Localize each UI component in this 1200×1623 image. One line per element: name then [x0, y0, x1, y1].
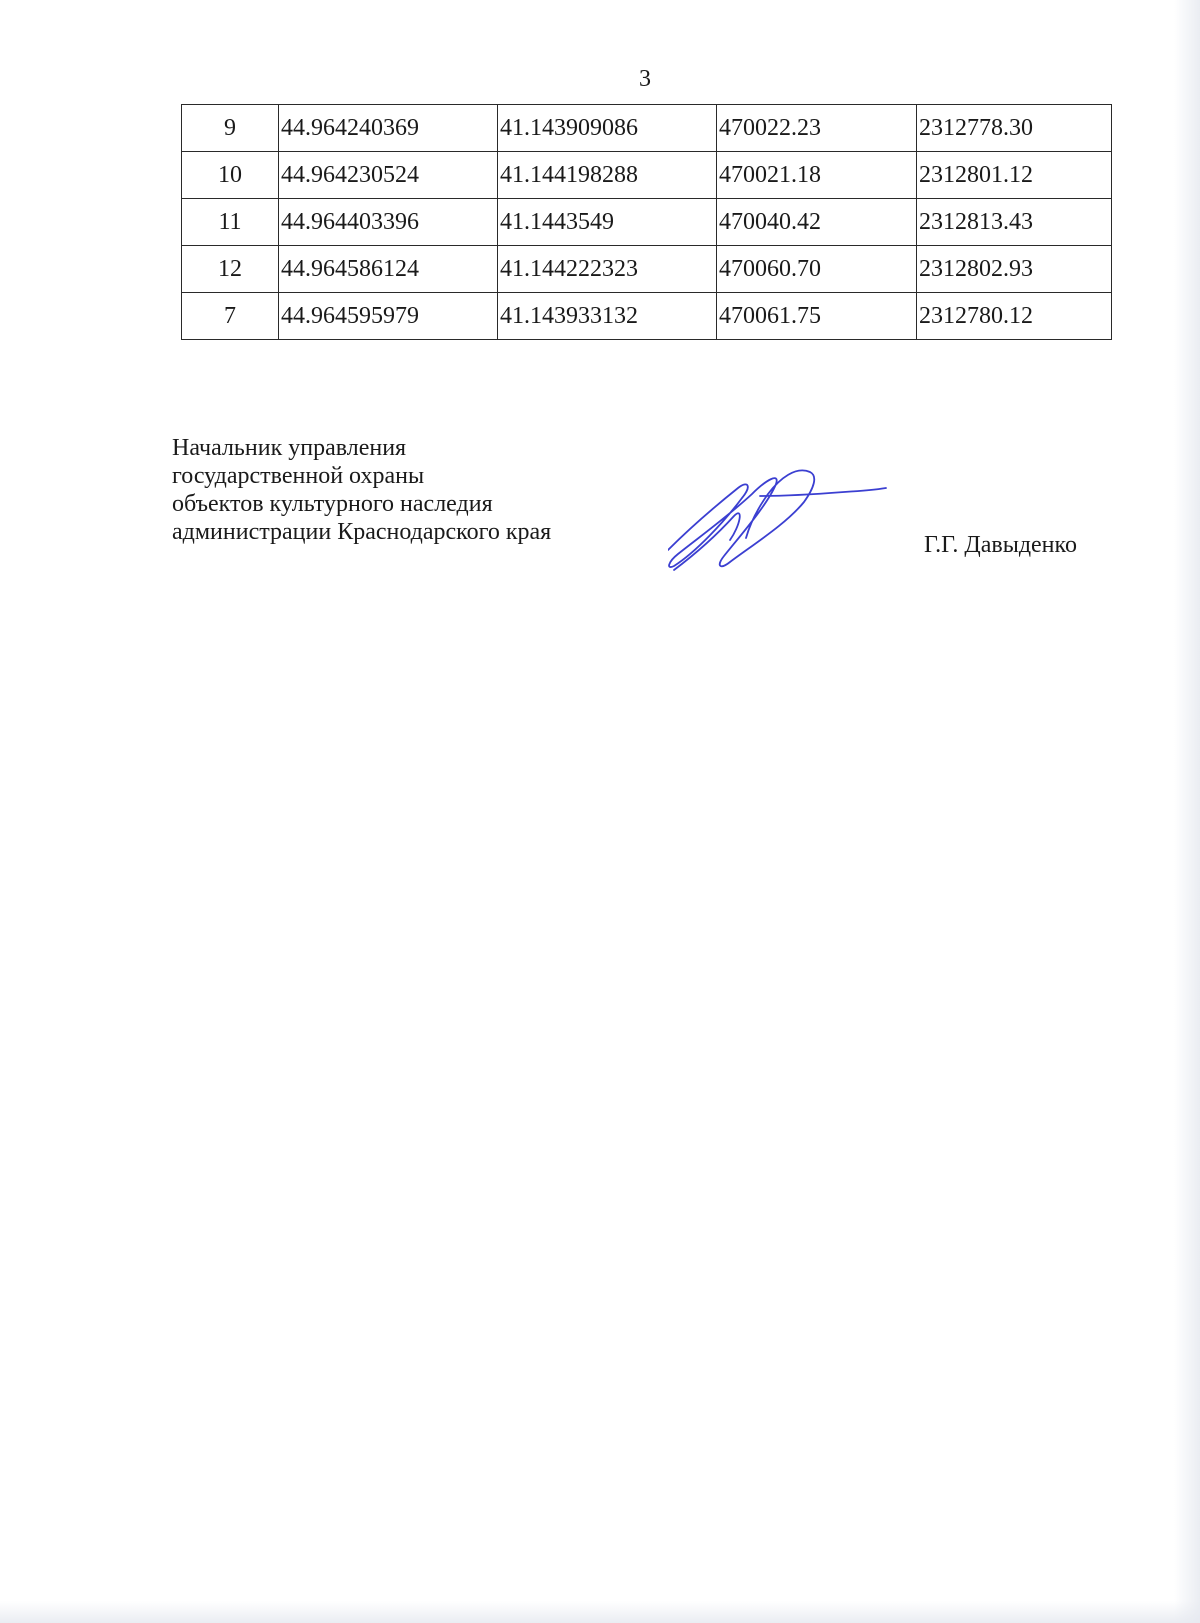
latitude-cell: 44.964403396 — [279, 199, 498, 246]
x-coordinate-cell: 470022.23 — [717, 105, 917, 152]
x-coordinate-cell: 470061.75 — [717, 293, 917, 340]
y-coordinate-cell: 2312813.43 — [917, 199, 1112, 246]
longitude-cell: 41.144198288 — [498, 152, 717, 199]
signer-name: Г.Г. Давыденко — [924, 532, 1077, 558]
longitude-cell: 41.144222323 — [498, 246, 717, 293]
signatory-position — [172, 434, 551, 546]
latitude-cell: 44.964595979 — [279, 293, 498, 340]
y-coordinate-cell: 2312778.30 — [917, 105, 1112, 152]
y-coordinate-cell: 2312802.93 — [917, 246, 1112, 293]
page-edge-shadow — [1174, 0, 1200, 1623]
y-coordinate-cell: 2312780.12 — [917, 293, 1112, 340]
latitude-cell: 44.964230524 — [279, 152, 498, 199]
x-coordinate-cell: 470021.18 — [717, 152, 917, 199]
longitude-cell: 41.143909086 — [498, 105, 717, 152]
handwritten-signature — [668, 466, 900, 586]
position-line: объектов культурного наследия — [172, 491, 493, 517]
table-row — [182, 152, 1112, 199]
coordinates-table — [181, 104, 1112, 340]
x-coordinate-cell: 470060.70 — [717, 246, 917, 293]
point-number-cell: 12 — [182, 246, 279, 293]
point-number-cell: 7 — [182, 293, 279, 340]
point-number-cell: 11 — [182, 199, 279, 246]
table-row — [182, 199, 1112, 246]
position-line: государственной охраны — [172, 463, 425, 489]
table-row — [182, 246, 1112, 293]
latitude-cell: 44.964240369 — [279, 105, 498, 152]
latitude-cell: 44.964586124 — [279, 246, 498, 293]
position-line: администрации Краснодарского края — [172, 519, 552, 545]
position-line: Начальник управления — [172, 435, 407, 461]
signature-stroke — [668, 470, 814, 567]
table-row — [182, 105, 1112, 152]
point-number-cell: 10 — [182, 152, 279, 199]
point-number-cell: 9 — [182, 105, 279, 152]
longitude-cell: 41.1443549 — [498, 199, 717, 246]
table-row — [182, 293, 1112, 340]
x-coordinate-cell: 470040.42 — [717, 199, 917, 246]
page-number: 3 — [639, 66, 651, 92]
longitude-cell: 41.143933132 — [498, 293, 717, 340]
page-bottom-shadow — [0, 1601, 1200, 1623]
y-coordinate-cell: 2312801.12 — [917, 152, 1112, 199]
signature-stroke — [760, 488, 886, 496]
